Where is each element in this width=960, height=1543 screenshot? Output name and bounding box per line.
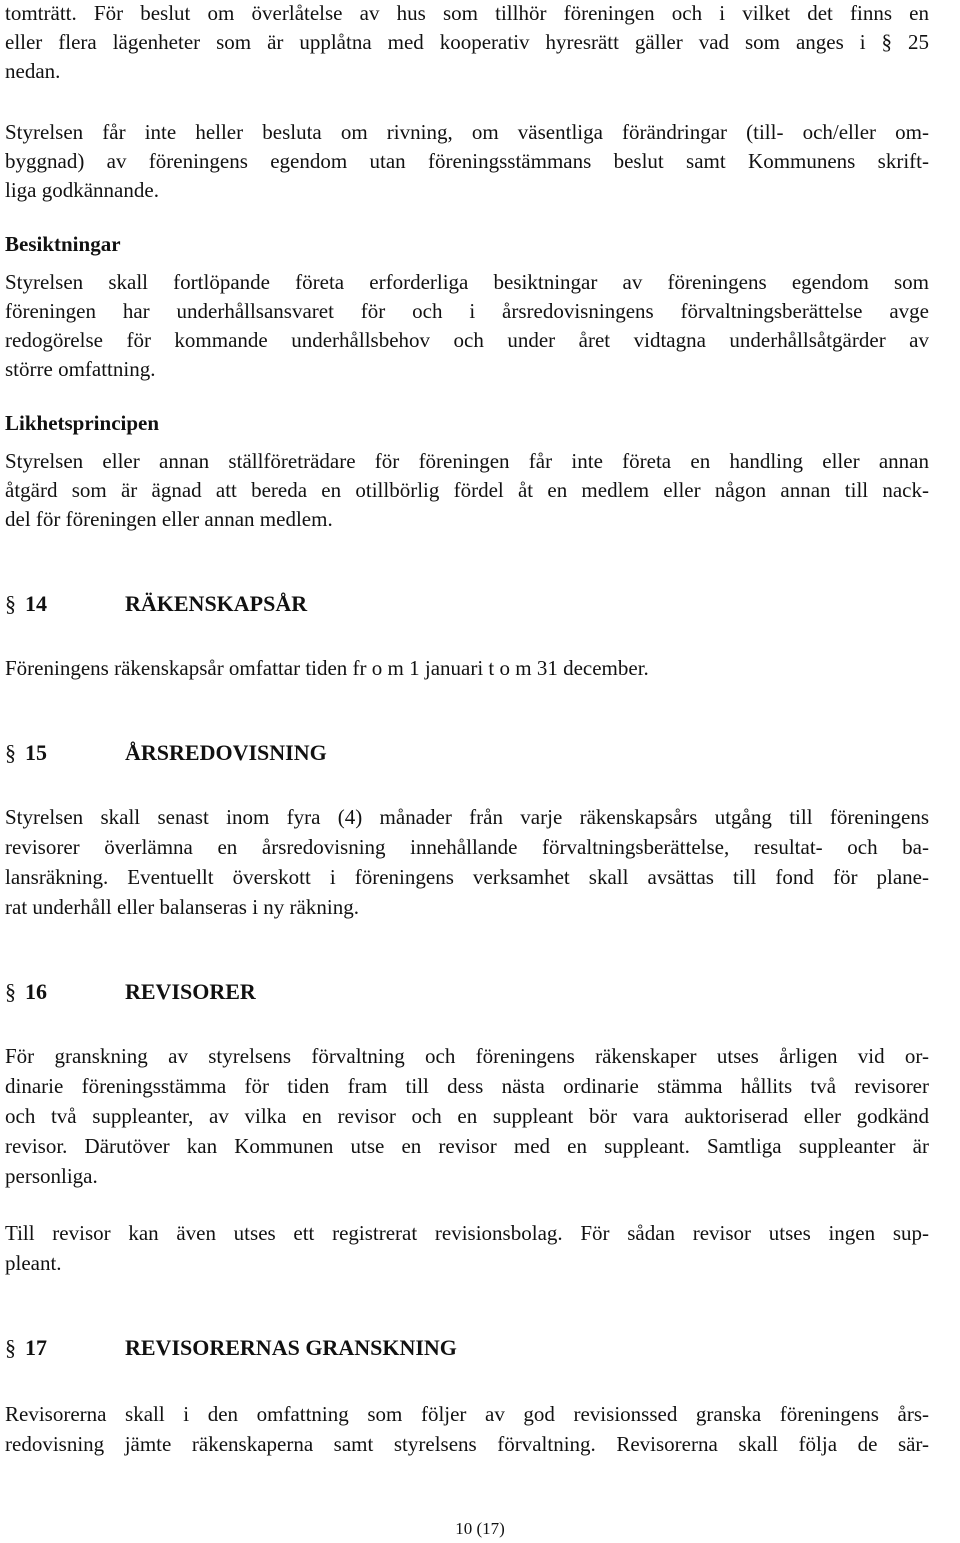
section-title: ÅRSREDOVISNING: [125, 740, 327, 765]
section-17-heading: [5, 1334, 457, 1362]
s16-line-1: För granskning av styrelsens förvaltning och föreningens räkenskaper utses årligen vid or-: [5, 1044, 929, 1068]
likhet-line-2: åtgärd som är ägnad att bereda en otillbörlig fördel åt en medlem eller någon annan till nack-: [5, 478, 929, 502]
section-title: REVISORER: [125, 979, 256, 1004]
section-symbol: §: [5, 591, 16, 616]
section-title: RÄKENSKAPSÅR: [125, 591, 308, 616]
s17-line-2: redovisning jämte räkenskaperna samt styrelsens förvaltning. Revisorerna skall följa de sär-: [5, 1432, 929, 1456]
section-number: 14: [25, 591, 47, 616]
s17-line-1: Revisorerna skall i den omfattning som följer av god revisionssed granska föreningens års-: [5, 1402, 929, 1426]
s16-p2-line-2: pleant.: [5, 1251, 62, 1275]
s15-line-3: lansräkning. Eventuellt överskott i föreningens verksamhet skall avsättas till fond för plane-: [5, 865, 929, 889]
s15-line-4: rat underhåll eller balanseras i ny räkning.: [5, 895, 359, 919]
page-number: 10 (17): [455, 1519, 505, 1538]
rivning-line-1: Styrelsen får inte heller besluta om rivning, om väsentliga förändringar (till- och/eller om-: [5, 120, 929, 144]
section-number: 15: [25, 740, 47, 765]
besiktningar-line-3: redogörelse för kommande underhållsbehov och under året vidtagna underhållsåtgärder av: [5, 328, 929, 352]
besiktningar-line-1: Styrelsen skall fortlöpande företa erforderliga besiktningar av föreningens egendom som: [5, 270, 929, 294]
besiktningar-heading: Besiktningar: [5, 232, 121, 256]
besiktningar-line-4: större omfattning.: [5, 357, 156, 381]
intro-line-2: eller flera lägenheter som är upplåtna med kooperativ hyresrätt gäller vad som anges i § 25: [5, 30, 929, 54]
intro-line-1: tomträtt. För beslut om överlåtelse av hus som tillhör föreningen och i vilket det finns en: [5, 1, 929, 25]
s14-line-1: Föreningens räkenskapsår omfattar tiden fr o m 1 januari t o m 31 december.: [5, 656, 649, 680]
section-symbol: §: [5, 979, 16, 1004]
rivning-line-2: byggnad) av föreningens egendom utan föreningsstämmans beslut samt Kommunens skrift-: [5, 149, 929, 173]
s16-line-4: revisor. Därutöver kan Kommunen utse en revisor med en suppleant. Samtliga suppleanter är: [5, 1134, 929, 1158]
section-number: 17: [25, 1335, 47, 1360]
s16-line-3: och två suppleanter, av vilka en revisor och en suppleant bör vara auktoriserad eller godkänd: [5, 1104, 929, 1128]
likhet-line-3: del för föreningen eller annan medlem.: [5, 507, 333, 531]
section-15-heading: [5, 739, 327, 767]
section-number: 16: [25, 979, 47, 1004]
s16-p2-line-1: Till revisor kan även utses ett registrerat revisionsbolag. För sådan revisor utses ingen sup-: [5, 1221, 929, 1245]
section-14-heading: [5, 590, 307, 618]
s15-line-2: revisorer överlämna en årsredovisning innehållande förvaltningsberättelse, resultat- och ba-: [5, 835, 929, 859]
s16-line-5: personliga.: [5, 1164, 98, 1188]
rivning-line-3: liga godkännande.: [5, 178, 159, 202]
section-symbol: §: [5, 1335, 16, 1360]
besiktningar-line-2: föreningen har underhållsansvaret för och i årsredovisningens förvaltningsberättelse avge: [5, 299, 929, 323]
likhet-heading: Likhetsprincipen: [5, 411, 160, 435]
s16-line-2: dinarie föreningsstämma för tiden fram till dess nästa ordinarie stämma hållits två revisorer: [5, 1074, 929, 1098]
section-16-heading: [5, 978, 256, 1006]
section-symbol: §: [5, 740, 16, 765]
intro-line-3: nedan.: [5, 59, 61, 83]
likhet-line-1: Styrelsen eller annan ställföreträdare för föreningen får inte företa en handling eller annan: [5, 449, 929, 473]
section-title: REVISORERNAS GRANSKNING: [125, 1335, 457, 1360]
s15-line-1: Styrelsen skall senast inom fyra (4) månader från varje räkenskapsårs utgång till föreningens: [5, 805, 929, 829]
